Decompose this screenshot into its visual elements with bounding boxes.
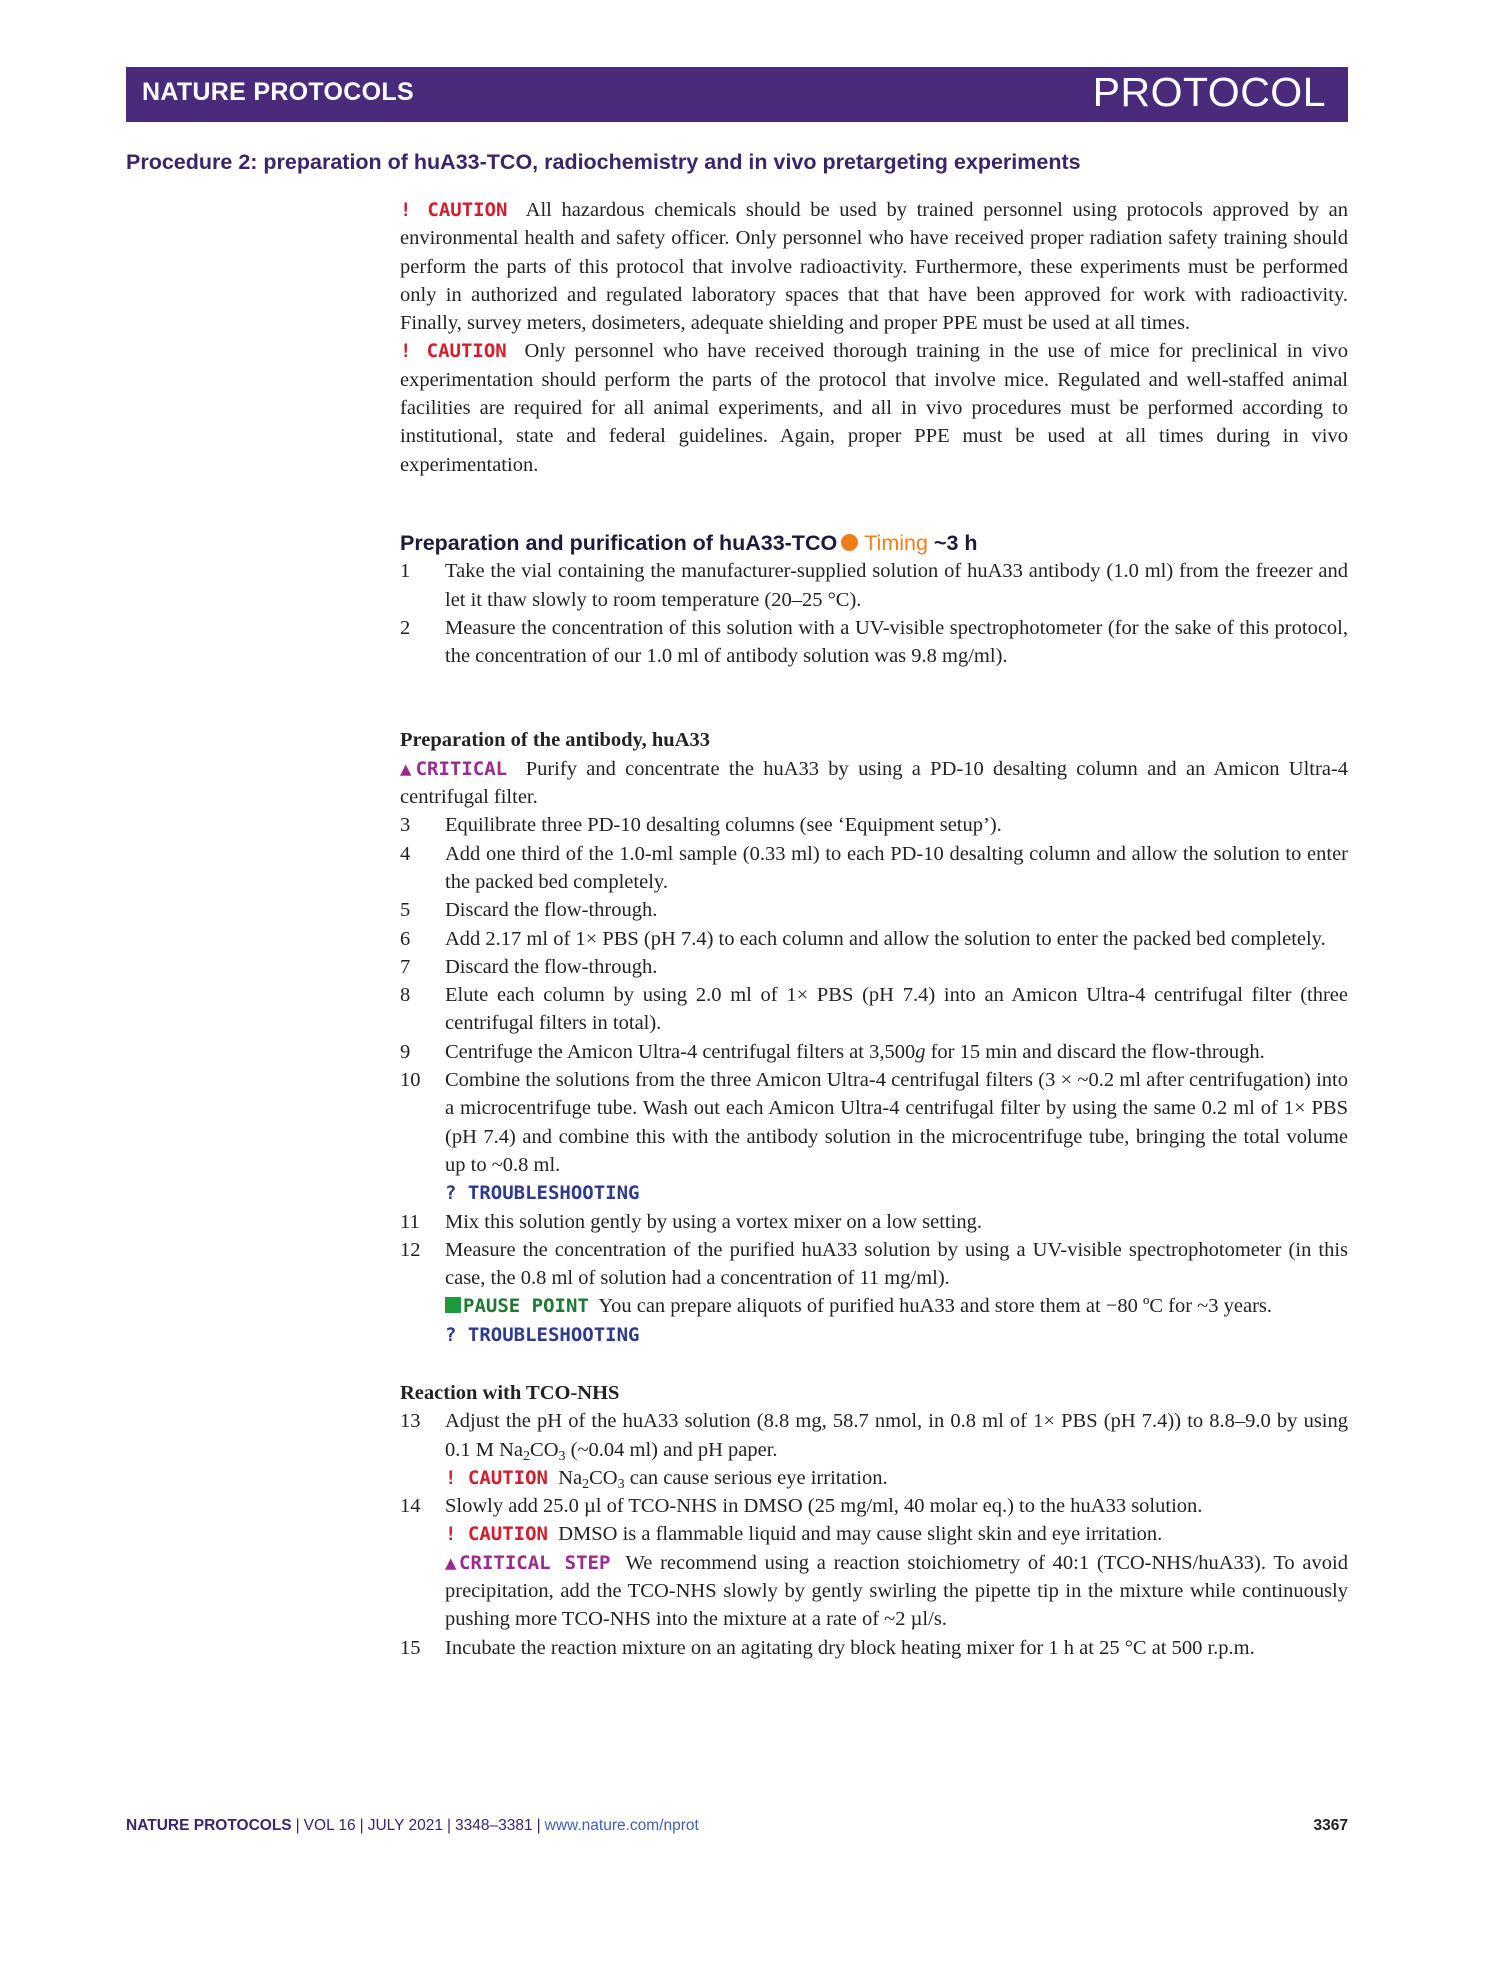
- footer-separator: |: [359, 1817, 364, 1834]
- step-text: for 15 min and discard the flow-through.: [925, 1040, 1265, 1063]
- step-number: 15: [400, 1636, 421, 1659]
- step-number: 14: [400, 1495, 421, 1518]
- caution-label: ! CAUTION: [445, 1466, 548, 1489]
- journal-name: NATURE PROTOCOLS: [142, 78, 414, 106]
- footer-journal: NATURE PROTOCOLS: [126, 1817, 292, 1834]
- caution-label: ! CAUTION: [400, 199, 508, 221]
- pause-point-text: You can prepare aliquots of purified huA33 and store them at −80 ºC for ~3 years.: [598, 1295, 1273, 1318]
- step-text: (~0.04 ml) and pH paper.: [565, 1438, 778, 1461]
- procedure-step: [400, 953, 1348, 981]
- step-number: 12: [400, 1238, 421, 1261]
- timing-value: ~3 h: [933, 530, 978, 555]
- step-text: Slowly add 25.0 µl of TCO-NHS in DMSO (25 mg/ml, 40 molar eq.) to the huA33 solution.: [445, 1495, 1203, 1518]
- section-heading: [400, 529, 1348, 557]
- timing-label: Timing: [864, 530, 928, 555]
- page-footer: [126, 1817, 1348, 1835]
- step-text: Combine the solutions from the three Amicon Ultra-4 centrifugal filters (3 × ~0.2 ml after centrifugation) into a microcentrifuge tube. Wash out each Amicon Ultra-4 centrifugal filter by using the same 0.2 ml of 1× PBS (pH 7.4) and combine this with the antibody solution in the microcentrifuge tube, bringing the total volume up to ~0.8 ml.: [445, 1069, 1348, 1176]
- step-text: Add one third of the 1.0-ml sample (0.33 ml) to each PD-10 desalting column and allow the solution to enter the packed bed completely.: [445, 842, 1348, 893]
- caution-text: Na: [558, 1466, 583, 1489]
- procedure-step: [400, 1208, 1348, 1236]
- procedure-title: Procedure 2: preparation of huA33-TCO, radiochemistry and in vivo pretargeting experiments: [126, 150, 1081, 174]
- subscript: 2: [582, 1476, 590, 1492]
- step-text: Centrifuge the Amicon Ultra-4 centrifugal filters at 3,500: [445, 1040, 916, 1063]
- critical-paragraph: [400, 755, 1348, 812]
- subscript: 2: [523, 1448, 531, 1464]
- caution-text: can cause serious eye irritation.: [624, 1466, 888, 1489]
- section-heading: Reaction with TCO-NHS: [400, 1381, 620, 1404]
- step-number: 8: [400, 984, 411, 1007]
- troubleshooting-label: ? TROUBLESHOOTING: [445, 1323, 640, 1346]
- footer-separator: |: [536, 1817, 541, 1834]
- page-number: 3367: [1313, 1817, 1348, 1834]
- procedure-step: [400, 1492, 1348, 1633]
- step-number: 4: [400, 842, 411, 865]
- step-number: 13: [400, 1410, 421, 1433]
- caution-text: CO: [589, 1466, 618, 1489]
- subscript: 3: [617, 1476, 625, 1492]
- step-number: 3: [400, 814, 411, 837]
- step-number: 2: [400, 616, 411, 639]
- caution-paragraph: [400, 337, 1348, 478]
- footer-url-link[interactable]: www.nature.com/nprot: [544, 1817, 699, 1834]
- troubleshooting-label: ? TROUBLESHOOTING: [445, 1182, 640, 1205]
- subscript: 3: [558, 1448, 566, 1464]
- procedure-step: [400, 614, 1348, 671]
- section-heading: Preparation of the antibody, huA33: [400, 729, 711, 752]
- journal-header-bar: [126, 67, 1348, 122]
- procedure-step: [400, 1407, 1348, 1492]
- step-text: Adjust the pH of the huA33 solution (8.8 mg, 58.7 nmol, in 0.8 ml of 1× PBS (pH 7.4)) to 8.8–9.0 by using 0.1 M Na: [445, 1410, 1348, 1461]
- footer-date: JULY 2021: [367, 1817, 443, 1834]
- step-number: 5: [400, 899, 411, 922]
- procedure-step: [400, 925, 1348, 953]
- critical-step-label: ▲CRITICAL STEP: [445, 1551, 611, 1574]
- procedure-step: [400, 981, 1348, 1038]
- step-text: Elute each column by using 2.0 ml of 1× PBS (pH 7.4) into an Amicon Ultra-4 centrifugal filter (three centrifugal filters in total).: [445, 984, 1348, 1035]
- procedure-step: [400, 840, 1348, 897]
- caution-text: All hazardous chemicals should be used by trained personnel using protocols approved by an environmental health and safety officer. Only personnel who have received proper radiation safety training should perform the parts of this protocol that involve radioactivity. Furthermore, these experiments must be performed only in authorized and regulated laboratory spaces that that have been approved for work with radioactivity. Finally, survey meters, dosimeters, adequate shielding and proper PPE must be used at all times.: [400, 199, 1349, 335]
- step-number: 11: [400, 1210, 420, 1233]
- pause-square-icon: [445, 1297, 461, 1313]
- footer-separator: |: [295, 1817, 300, 1834]
- caution-label: ! CAUTION: [445, 1523, 548, 1546]
- procedure-step: [400, 1038, 1348, 1066]
- step-text: CO: [530, 1438, 559, 1461]
- critical-step-text: We recommend using a reaction stoichiometry of 40:1 (TCO-NHS/huA33). To avoid precipitation, add the TCO-NHS slowly by gently swirling the pipette tip in the mixture while continuously pushing more TCO-NHS into the mixture at a rate of ~2 µl/s.: [445, 1551, 1348, 1631]
- section-title: Preparation and purification of huA33-TCO: [400, 530, 838, 555]
- step-number: 10: [400, 1069, 421, 1092]
- pause-point-label: PAUSE POINT: [463, 1295, 589, 1318]
- step-text: Mix this solution gently by using a vortex mixer on a low setting.: [445, 1210, 982, 1233]
- footer-separator: |: [446, 1817, 451, 1834]
- step-number: 9: [400, 1040, 411, 1063]
- caution-label: ! CAUTION: [400, 340, 507, 363]
- step-number: 7: [400, 955, 411, 978]
- critical-label: ▲CRITICAL: [400, 757, 508, 780]
- procedure-step: [400, 557, 1348, 614]
- footer-pages: 3348–3381: [455, 1817, 533, 1834]
- step-text-italic: g: [915, 1040, 926, 1063]
- step-text: Measure the concentration of this solution with a UV-visible spectrophotometer (for the sake of this protocol, the concentration of our 1.0 ml of antibody solution was 9.8 mg/ml).: [445, 616, 1348, 668]
- caution-text: Only personnel who have received thorough training in the use of mice for preclinical in vivo experimentation should perform the parts of the protocol that involve mice. Regulated and well-staffed animal facilities are required for all animal experiments, and all in vivo procedures must be performed according to institutional, state and federal guidelines. Again, proper PPE must be used at all times during in vivo experimentation.: [400, 340, 1349, 476]
- procedure-step: [400, 896, 1348, 924]
- step-text: Discard the flow-through.: [445, 899, 658, 922]
- critical-text: Purify and concentrate the huA33 by using a PD-10 desalting column and an Amicon Ultra-4 centrifugal filter.: [400, 757, 1349, 809]
- caution-paragraph: [400, 196, 1348, 337]
- step-text: Equilibrate three PD-10 desalting columns (see ‘Equipment setup’).: [445, 814, 1002, 837]
- procedure-step: [400, 1634, 1348, 1662]
- step-text: Measure the concentration of the purified huA33 solution by using a UV-visible spectrophotometer (in this case, the 0.8 ml of solution had a concentration of 11 mg/ml).: [445, 1238, 1348, 1290]
- procedure-step: [400, 1236, 1348, 1349]
- step-text: Incubate the reaction mixture on an agitating dry block heating mixer for 1 h at 25 °C at 500 r.p.m.: [445, 1636, 1255, 1659]
- main-content: [400, 196, 1348, 1662]
- procedure-step: [400, 811, 1348, 839]
- step-text: Discard the flow-through.: [445, 955, 658, 978]
- caution-text: DMSO is a flammable liquid and may cause slight skin and eye irritation.: [558, 1523, 1163, 1546]
- article-type: PROTOCOL: [1092, 69, 1326, 115]
- timing-clock-icon: [841, 534, 858, 551]
- step-text: Add 2.17 ml of 1× PBS (pH 7.4) to each column and allow the solution to enter the packed bed completely.: [445, 927, 1326, 950]
- step-text: Take the vial containing the manufacturer-supplied solution of huA33 antibody (1.0 ml) from the freezer and let it thaw slowly to room temperature (20–25 °C).: [445, 560, 1348, 611]
- step-number: 6: [400, 927, 411, 950]
- footer-volume: VOL 16: [303, 1817, 356, 1834]
- procedure-step: [400, 1066, 1348, 1207]
- step-number: 1: [400, 560, 411, 583]
